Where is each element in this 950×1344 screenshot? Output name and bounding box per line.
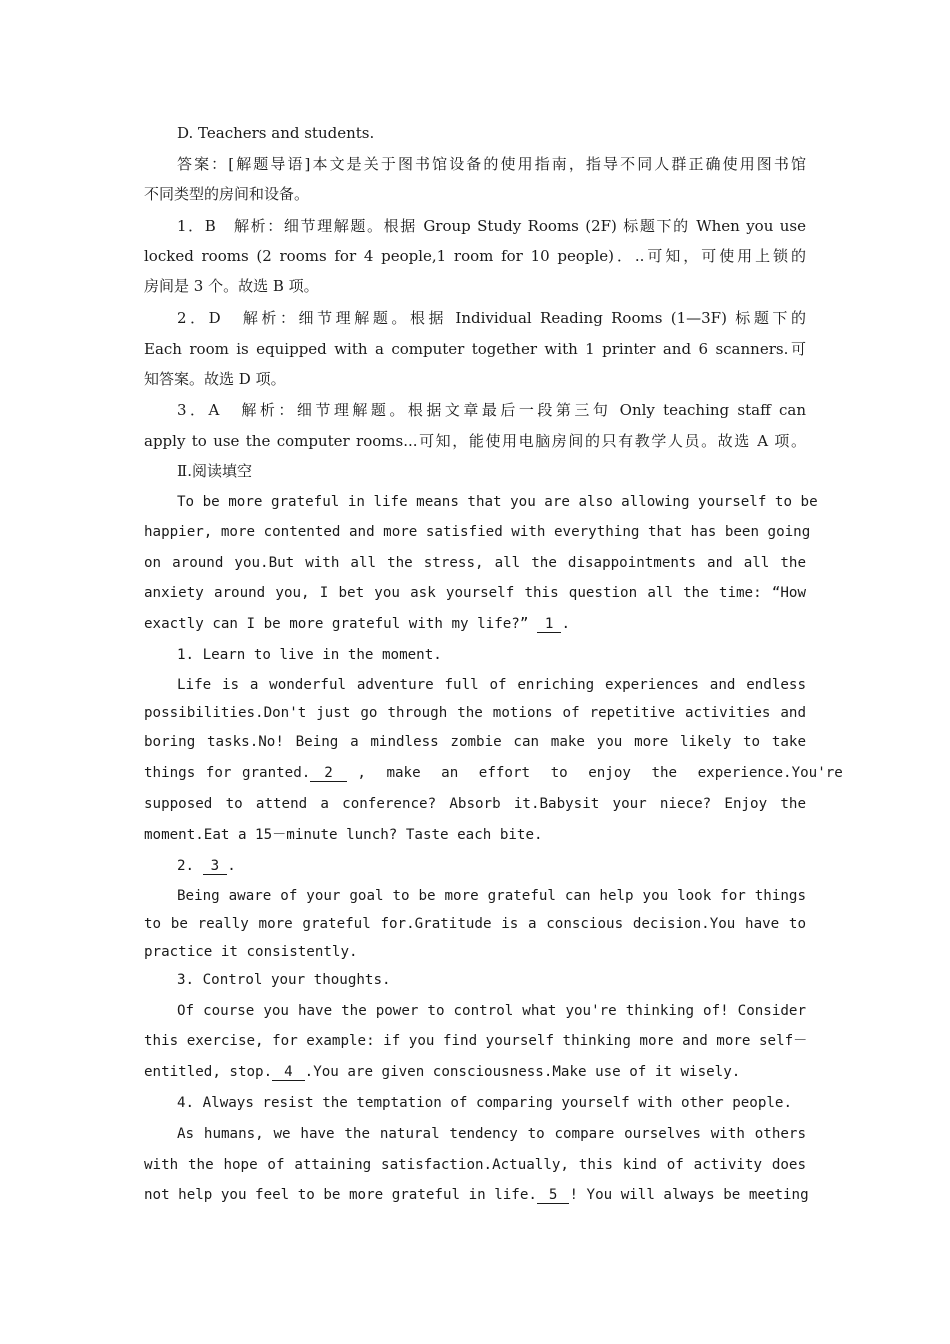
option-d: D. Teachers and students.: [177, 124, 375, 142]
passage-text: .You are given consciousness.Make use of it wisely.: [304, 1064, 741, 1080]
passage-line-with-blank: [144, 1185, 809, 1205]
passage-line-with-blank: [144, 1062, 806, 1082]
passage-line: happier, more contented and more satisfied with everything that has been going: [144, 524, 811, 540]
subheading-3: 3. Control your thoughts.: [177, 972, 391, 988]
subheading-2: [177, 856, 806, 876]
passage-text: , make an effort to enjoy the experience.You're: [357, 765, 843, 781]
explanation-2: 2．D 解析：细节理解题。根据 Individual Reading Rooms (1—3F) 标题下的: [177, 309, 806, 327]
passage-line: with the hope of attaining satisfaction.Actually, this kind of activity does: [144, 1157, 806, 1173]
passage-line: anxiety around you, I bet you ask yourself this question all the time: “How: [144, 585, 806, 601]
passage-line: Being aware of your goal to be more grateful can help you look for things: [177, 888, 806, 904]
blank-2[interactable]: 2: [310, 765, 347, 782]
passage-text: .: [561, 616, 571, 632]
passage-text: not help you feel to be more grateful in life.: [144, 1187, 537, 1203]
passage-line: Of course you have the power to control what you're thinking of! Consider: [177, 1003, 806, 1019]
passage-line: Life is a wonderful adventure full of enriching experiences and endless: [177, 677, 806, 693]
explanation-3-cont: apply to use the computer rooms...可知，能使用电脑房间的只有教学人员。故选 A 项。: [144, 432, 806, 450]
blank-3[interactable]: 3: [203, 858, 228, 875]
explanation-3: 3．A 解析：细节理解题。根据文章最后一段第三句 Only teaching staff can: [177, 401, 806, 419]
passage-text: exactly can I be more grateful with my life?”: [144, 616, 529, 632]
blank-4[interactable]: 4: [272, 1064, 305, 1081]
section-heading: Ⅱ.阅读填空: [177, 462, 252, 480]
answer-intro: 答案：[解题导语]本文是关于图书馆设备的使用指南，指导不同人群正确使用图书馆: [177, 155, 806, 173]
blank-1[interactable]: 1: [537, 616, 562, 633]
passage-line: supposed to attend a conference? Absorb it.Babysit your niece? Enjoy the: [144, 796, 806, 812]
explanation-2-cont: Each room is equipped with a computer together with 1 printer and 6 scanners.可: [144, 340, 806, 358]
passage-line: moment.Eat a 15－minute lunch? Taste each bite.: [144, 827, 543, 843]
passage-line: possibilities.Don't just go through the motions of repetitive activities and: [144, 705, 806, 721]
explanation-1: 1．B 解析：细节理解题。根据 Group Study Rooms (2F) 标题下的 When you use: [177, 217, 806, 235]
passage-line-with-blank: [144, 614, 806, 634]
blank-5[interactable]: 5: [537, 1187, 570, 1204]
explanation-1-cont: locked rooms (2 rooms for 4 people,1 room for 10 people)．..可知，可使用上锁的: [144, 247, 806, 265]
passage-line: on around you.But with all the stress, all the disappointments and all the: [144, 555, 806, 571]
passage-line-with-blank: [144, 763, 843, 783]
passage-line: boring tasks.No! Being a mindless zombie can make you more likely to take: [144, 734, 806, 750]
passage-line: to be really more grateful for.Gratitude is a conscious decision.You have to: [144, 916, 806, 932]
explanation-2-end: 知答案。故选 D 项。: [144, 370, 286, 388]
passage-text: entitled, stop.: [144, 1064, 273, 1080]
subheading-1: 1. Learn to live in the moment.: [177, 647, 442, 663]
passage-line: As humans, we have the natural tendency to compare ourselves with others: [177, 1126, 806, 1142]
passage-text: .: [227, 858, 236, 874]
passage-line: practice it consistently.: [144, 944, 358, 960]
answer-intro-cont: 不同类型的房间和设备。: [144, 185, 310, 203]
passage-line: To be more grateful in life means that you are also allowing yourself to be: [177, 494, 818, 510]
passage-text: ! You will always be meeting: [569, 1187, 809, 1203]
passage-line: this exercise, for example: if you find yourself thinking more and more self－: [144, 1033, 808, 1049]
explanation-1-end: 房间是 3 个。故选 B 项。: [144, 277, 319, 295]
subheading-4: 4. Always resist the temptation of comparing yourself with other people.: [177, 1095, 792, 1111]
subheading-number: 2.: [177, 858, 195, 874]
passage-text: things for granted.: [144, 765, 311, 781]
